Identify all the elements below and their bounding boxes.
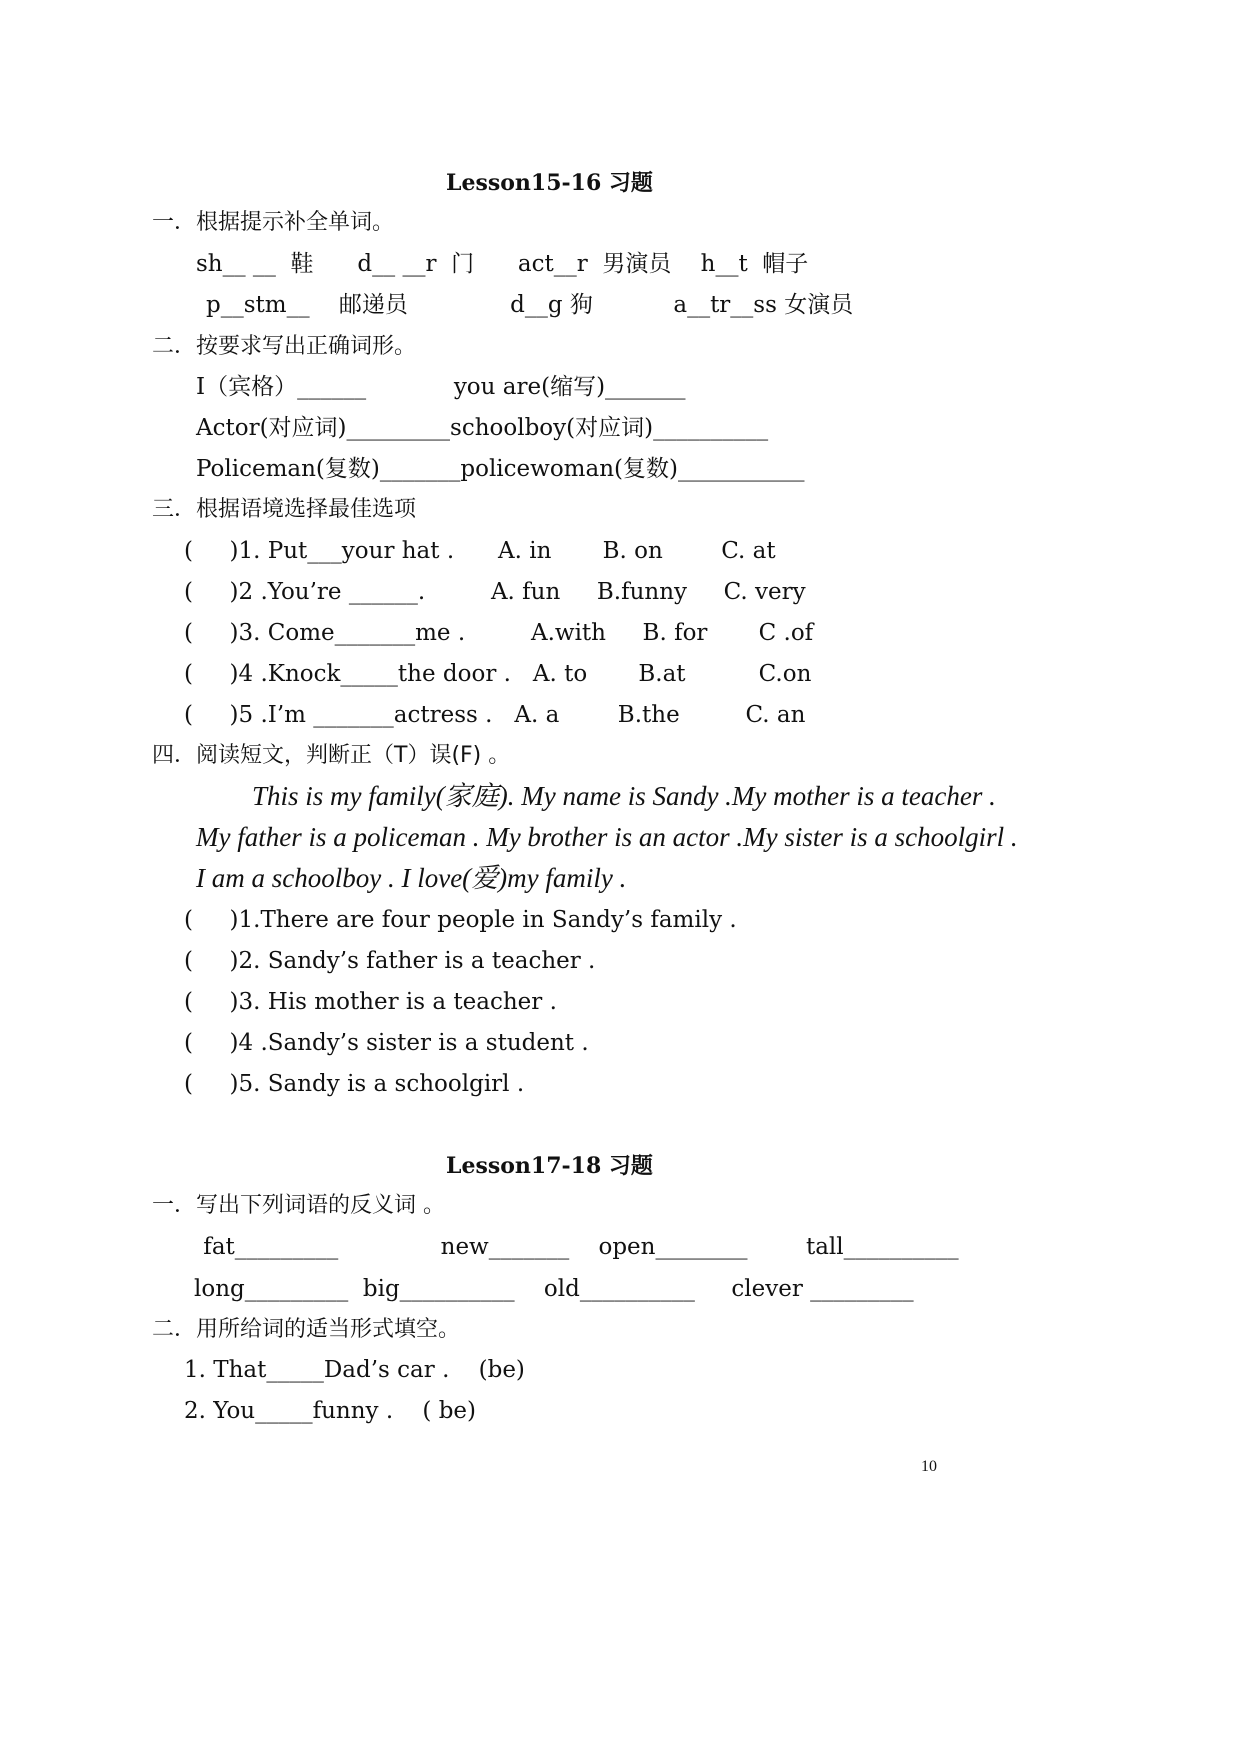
lesson1-section2-heading: 二．按要求写出正确词形。 — [152, 334, 417, 359]
lesson2-section2-item-1: 1. That_____Dad’s car . (be) — [184, 1357, 525, 1383]
page-number: 10 — [921, 1458, 937, 1475]
reading-passage-line-1: This is my family(家庭). My name is Sandy .My mother is a teacher . — [252, 781, 996, 811]
lesson1-section3-item-3: ( )3. Come_______me . A.with B. for C .of — [184, 620, 814, 646]
lesson1-section2-row3: Policeman(复数)_______policewoman(复数)___________ — [196, 456, 805, 482]
reading-passage-line-2: My father is a policeman . My brother is an actor .My sister is a schoolgirl . — [196, 822, 1018, 852]
lesson2-section1-row2: long_________ big__________ old__________ clever _________ — [194, 1276, 914, 1302]
lesson2-section1-row1: fat_________ new_______ open________ tall__________ — [196, 1234, 959, 1260]
lesson1-section4-item-1: ( )1.There are four people in Sandy’s family . — [184, 907, 737, 933]
lesson1-section4-heading: 四．阅读短文，判断正（T）误(F) 。 — [152, 743, 511, 768]
lesson1-section4-item-3: ( )3. His mother is a teacher . — [184, 989, 557, 1015]
lesson1-section3-item-4: ( )4 .Knock_____the door . A. to B.at C.on — [184, 661, 812, 687]
lesson1-section3-item-5: ( )5 .I’m _______actress . A. a B.the C. an — [184, 702, 806, 728]
lesson1-section3-item-1: ( )1. Put___your hat . A. in B. on C. at — [184, 538, 776, 564]
lesson1-section2-row2: Actor(对应词)_________schoolboy(对应词)__________ — [196, 415, 769, 441]
lesson1-section2-row1: I（宾格）______ you are(缩写)_______ — [196, 374, 686, 400]
lesson1-section1-heading: 一．根据提示补全单词。 — [152, 210, 395, 235]
lesson1-section1-row2: p__stm__ 邮递员 d__g 狗 a__tr__ss 女演员 — [206, 292, 854, 318]
lesson1-section3-heading: 三．根据语境选择最佳选项 — [152, 497, 417, 522]
lesson1-section4-item-4: ( )4 .Sandy’s sister is a student . — [184, 1030, 589, 1056]
lesson2-title: Lesson17-18 习题 — [446, 1153, 653, 1179]
reading-passage-line-3: I am a schoolboy . I love(爱)my family . — [196, 863, 627, 893]
lesson2-section2-heading: 二．用所给词的适当形式填空。 — [152, 1317, 461, 1342]
lesson1-title: Lesson15-16 习题 — [446, 170, 653, 196]
lesson1-section4-item-5: ( )5. Sandy is a schoolgirl . — [184, 1071, 525, 1097]
lesson1-section3-item-2: ( )2 .You’re ______. A. fun B.funny C. very — [184, 579, 806, 605]
lesson1-section1-row1: sh__ __ 鞋 d__ __r 门 act__r 男演员 h__t 帽子 — [196, 251, 809, 277]
lesson2-section1-heading: 一．写出下列词语的反义词 。 — [152, 1193, 445, 1218]
lesson1-section4-item-2: ( )2. Sandy’s father is a teacher . — [184, 948, 596, 974]
lesson2-section2-item-2: 2. You_____funny . ( be) — [184, 1398, 477, 1424]
